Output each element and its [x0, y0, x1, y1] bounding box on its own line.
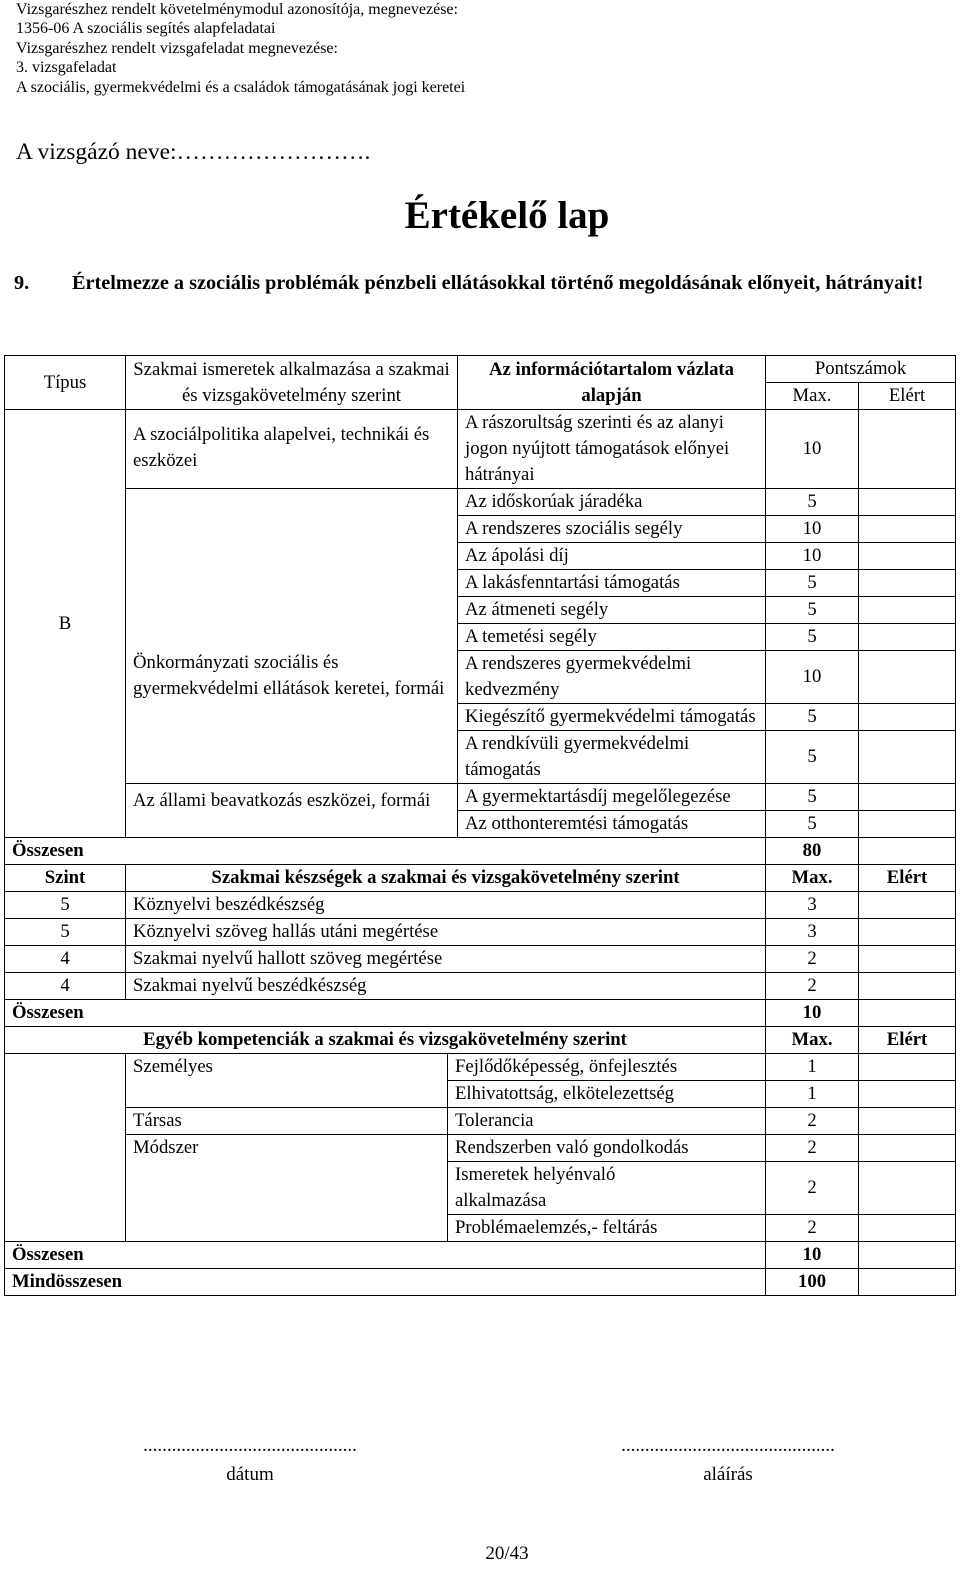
grand-total-row	[5, 1269, 956, 1296]
total-value: 80	[766, 838, 859, 865]
header-line: Vizsgarészhez rendelt követelménymodul azonosítója, megnevezése:	[16, 1, 458, 18]
item-achieved[interactable]	[859, 516, 956, 543]
item-max: 10	[766, 651, 859, 704]
item-text: A rendkívüli gyermekvédelmi támogatás	[458, 731, 766, 784]
item-text: A rendszeres gyermekvédelmi kedvezmény	[458, 651, 766, 704]
item-text: A temetési segély	[458, 624, 766, 651]
competency-group: Módszer	[126, 1135, 448, 1242]
total-achieved[interactable]	[859, 838, 956, 865]
skill-text: Szakmai nyelvű beszédkészség	[126, 973, 766, 1000]
col-header-skills: Szakmai készségek a szakmai és vizsgakövetelmény szerint	[126, 865, 766, 892]
item-achieved[interactable]	[859, 704, 956, 731]
skills-header-row	[5, 865, 956, 892]
skill-row	[5, 892, 956, 919]
date-dots: .............................................	[143, 1435, 357, 1456]
skill-level: 4	[5, 946, 126, 973]
competency-max: 2	[766, 1135, 859, 1162]
competency-max: 2	[766, 1215, 859, 1242]
item-text: A rendszeres szociális segély	[458, 516, 766, 543]
item-max: 5	[766, 624, 859, 651]
total-achieved[interactable]	[859, 1000, 956, 1027]
skill-achieved[interactable]	[859, 973, 956, 1000]
blank-cell	[5, 1054, 126, 1242]
topic-cell: Önkormányzati szociális és gyermekvédelmi ellátások keretei, formái	[126, 489, 458, 784]
total-label: Összesen	[5, 838, 766, 865]
item-achieved[interactable]	[859, 784, 956, 811]
skill-achieved[interactable]	[859, 919, 956, 946]
skill-row	[5, 973, 956, 1000]
header-line: 3. vizsgafeladat	[16, 59, 117, 77]
col-header-info: Az információtartalom vázlata alapján	[458, 356, 766, 410]
skill-achieved[interactable]	[859, 946, 956, 973]
skill-text: Szakmai nyelvű hallott szöveg megértése	[126, 946, 766, 973]
item-text: A rászorultság szerinti és az alanyi jogon nyújtott támogatások előnyei hátrányai	[458, 410, 766, 489]
item-text: Kiegészítő gyermekvédelmi támogatás	[458, 704, 766, 731]
total-value: 10	[766, 1000, 859, 1027]
total-label: Összesen	[5, 1242, 766, 1269]
item-achieved[interactable]	[859, 651, 956, 704]
item-max: 5	[766, 570, 859, 597]
evaluation-table	[4, 355, 956, 1296]
item-text: Az átmeneti segély	[458, 597, 766, 624]
total-row	[5, 1242, 956, 1269]
item-max: 5	[766, 489, 859, 516]
item-text: A gyermektartásdíj megelőlegezése	[458, 784, 766, 811]
signature-dots: .............................................	[621, 1435, 835, 1456]
competency-achieved[interactable]	[859, 1135, 956, 1162]
competency-achieved[interactable]	[859, 1054, 956, 1081]
competency-text: Problémaelemzés,- feltárás	[448, 1215, 766, 1242]
competency-max: 2	[766, 1108, 859, 1135]
signature-block	[578, 1431, 878, 1489]
skill-max: 2	[766, 946, 859, 973]
competency-text: Fejlődőképesség, önfejlesztés	[448, 1054, 766, 1081]
skill-level: 4	[5, 973, 126, 1000]
competency-group: Társas	[126, 1108, 448, 1135]
competency-row	[5, 1108, 956, 1135]
examinee-name-line: A vizsgázó neve:…………………….	[16, 139, 371, 165]
skill-row	[5, 946, 956, 973]
item-achieved[interactable]	[859, 731, 956, 784]
col-header-max: Max.	[766, 383, 859, 410]
total-achieved[interactable]	[859, 1242, 956, 1269]
skill-level: 5	[5, 892, 126, 919]
date-signature-block	[100, 1431, 400, 1489]
skill-text: Köznyelvi szöveg hallás utáni megértése	[126, 919, 766, 946]
competency-max: 2	[766, 1162, 859, 1215]
competency-row	[5, 1054, 956, 1081]
competency-text: Tolerancia	[448, 1108, 766, 1135]
competency-group: Személyes	[126, 1054, 448, 1108]
competency-max: 1	[766, 1054, 859, 1081]
col-header-competencies: Egyéb kompetenciák a szakmai és vizsgakövetelmény szerint	[5, 1027, 766, 1054]
skill-max: 2	[766, 973, 859, 1000]
item-achieved[interactable]	[859, 811, 956, 838]
total-row	[5, 838, 956, 865]
col-header-achieved: Elért	[859, 1027, 956, 1054]
task-statement	[14, 269, 944, 297]
item-max: 5	[766, 597, 859, 624]
col-header-points: Pontszámok	[766, 356, 956, 383]
header-line: A szociális, gyermekvédelmi és a családok támogatásának jogi keretei	[16, 78, 466, 96]
total-value: 10	[766, 1242, 859, 1269]
competency-achieved[interactable]	[859, 1215, 956, 1242]
col-header-level: Szint	[5, 865, 126, 892]
item-achieved[interactable]	[859, 489, 956, 516]
table-row	[5, 410, 956, 489]
header-line: Vizsgarészhez rendelt vizsgafeladat megnevezése:	[16, 39, 338, 57]
item-max: 10	[766, 543, 859, 570]
col-header-knowledge: Szakmai ismeretek alkalmazása a szakmai és vizsgakövetelmény szerint	[126, 356, 458, 410]
table-row	[5, 784, 956, 811]
col-header-achieved: Elért	[859, 865, 956, 892]
topic-cell: A szociálpolitika alapelvei, technikái és eszközei	[126, 410, 458, 489]
col-header-max: Max.	[766, 865, 859, 892]
skill-achieved[interactable]	[859, 892, 956, 919]
item-max: 5	[766, 731, 859, 784]
competency-text: Ismeretek helyénvaló alkalmazása	[448, 1162, 766, 1215]
item-max: 5	[766, 704, 859, 731]
topic-cell: Az állami beavatkozás eszközei, formái	[126, 784, 458, 838]
competency-text: Elhivatottság, elkötelezettség	[448, 1081, 766, 1108]
type-cell: B	[5, 410, 126, 838]
skill-max: 3	[766, 919, 859, 946]
skill-row	[5, 919, 956, 946]
grand-total-achieved[interactable]	[859, 1269, 956, 1296]
item-max: 5	[766, 784, 859, 811]
item-achieved[interactable]	[859, 543, 956, 570]
skill-level: 5	[5, 919, 126, 946]
col-header-achieved: Elért	[859, 383, 956, 410]
header-line: 1356-06 A szociális segítés alapfeladatai	[16, 20, 276, 38]
competency-row	[5, 1135, 956, 1162]
competency-text: Rendszerben való gondolkodás	[448, 1135, 766, 1162]
item-achieved[interactable]	[859, 624, 956, 651]
task-text: Értelmezze a szociális problémák pénzbeli ellátásokkal történő megoldásának előnyeit, hátrányait!	[72, 272, 924, 294]
item-achieved[interactable]	[859, 597, 956, 624]
grand-total-value: 100	[766, 1269, 859, 1296]
competency-achieved[interactable]	[859, 1081, 956, 1108]
total-label: Összesen	[5, 1000, 766, 1027]
competency-max: 1	[766, 1081, 859, 1108]
item-max: 10	[766, 410, 859, 489]
date-label: dátum	[226, 1464, 274, 1485]
table-header-row	[5, 356, 956, 383]
task-number: 9.	[14, 272, 30, 294]
skill-text: Köznyelvi beszédkészség	[126, 892, 766, 919]
item-achieved[interactable]	[859, 570, 956, 597]
item-text: Az otthonteremtési támogatás	[458, 811, 766, 838]
item-text: Az időskorúak járadéka	[458, 489, 766, 516]
page-number: 20/43	[485, 1543, 529, 1564]
col-header-type: Típus	[5, 356, 126, 410]
signature-label: aláírás	[703, 1464, 753, 1485]
item-text: Az ápolási díj	[458, 543, 766, 570]
competencies-header-row	[5, 1027, 956, 1054]
total-row	[5, 1000, 956, 1027]
page-title: Értékelő lap	[404, 194, 610, 237]
grand-total-label: Mindösszesen	[5, 1269, 766, 1296]
table-row	[5, 489, 956, 516]
document-header	[16, 0, 465, 97]
skill-max: 3	[766, 892, 859, 919]
competency-achieved[interactable]	[859, 1162, 956, 1215]
col-header-max: Max.	[766, 1027, 859, 1054]
item-max: 10	[766, 516, 859, 543]
competency-achieved[interactable]	[859, 1108, 956, 1135]
item-max: 5	[766, 811, 859, 838]
item-achieved[interactable]	[859, 410, 956, 489]
item-text: A lakásfenntartási támogatás	[458, 570, 766, 597]
